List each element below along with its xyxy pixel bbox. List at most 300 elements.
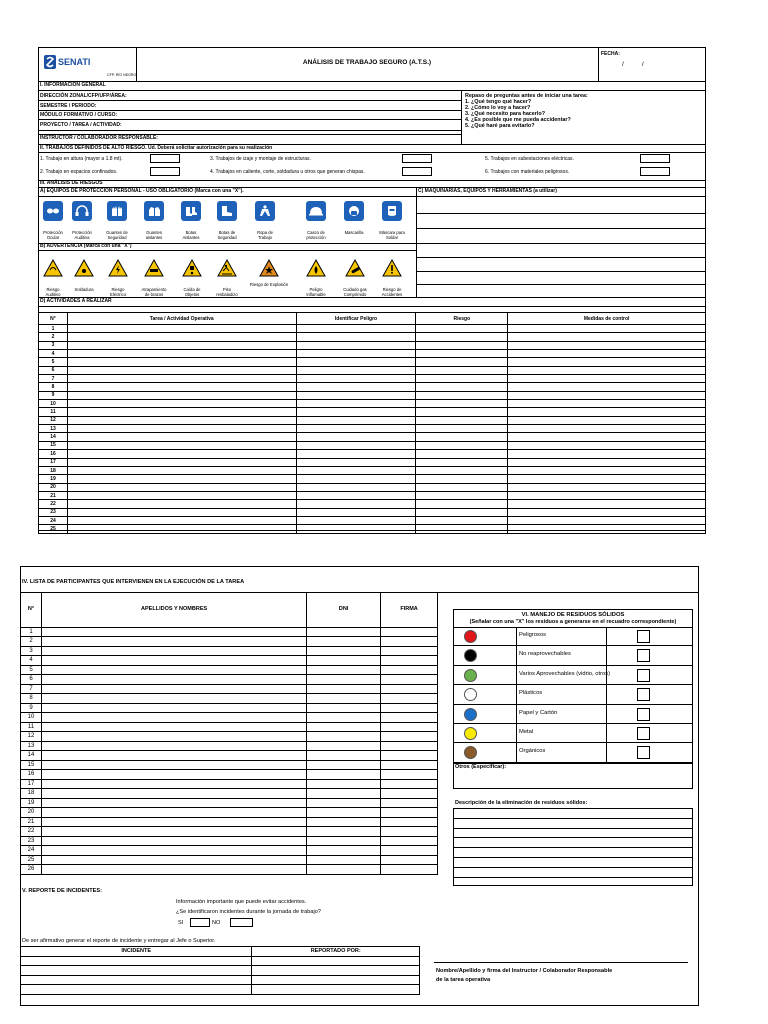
signature-label-2: de la tarea operativa	[436, 977, 491, 983]
activity-hazard-cell[interactable]	[296, 366, 416, 374]
epp-botas-seguridad[interactable]: Botas de Seguridad	[214, 201, 240, 240]
electric-warning-icon	[108, 259, 128, 277]
participant-name-cell[interactable]	[41, 836, 306, 846]
activity-risk-cell[interactable]	[416, 458, 508, 466]
incidents-no-checkbox[interactable]	[230, 918, 253, 927]
activity-task-cell[interactable]	[67, 491, 296, 499]
activity-hazard-cell[interactable]	[296, 525, 416, 533]
epp-mascarilla[interactable]: Mascarilla	[341, 201, 367, 236]
senati-emblem-icon	[44, 55, 56, 69]
participant-dni-cell[interactable]	[307, 836, 381, 846]
activity-risk-cell[interactable]	[416, 525, 508, 533]
warn-riesgo-electrico[interactable]: Riesgo Eléctrico	[105, 259, 131, 297]
waste-item-checkbox[interactable]	[637, 708, 650, 721]
participant-name-cell[interactable]	[41, 751, 306, 761]
activity-row	[39, 325, 706, 333]
activity-task-cell[interactable]	[67, 525, 296, 533]
activity-task-cell[interactable]	[67, 441, 296, 449]
participant-signature-cell[interactable]	[381, 798, 438, 808]
incidents-yes-checkbox[interactable]	[190, 918, 210, 927]
incident-cell[interactable]	[21, 966, 252, 976]
participant-dni-cell[interactable]	[307, 760, 381, 770]
waste-item	[453, 627, 693, 646]
activity-hazard-cell[interactable]	[296, 491, 416, 499]
activity-task-cell[interactable]	[67, 466, 296, 474]
activity-hazard-cell[interactable]	[296, 516, 416, 524]
waste-item	[453, 743, 693, 762]
participant-dni-cell[interactable]	[307, 808, 381, 818]
waste-item	[453, 705, 693, 724]
form-title: ANÁLISIS DE TRABAJO SEGURO (A.T.S.)	[302, 59, 432, 66]
participant-row-number: 4	[21, 656, 42, 666]
activity-risk-cell[interactable]	[416, 416, 508, 424]
activity-control-cell[interactable]	[508, 366, 706, 374]
participant-dni-cell[interactable]	[307, 741, 381, 751]
activity-task-cell[interactable]	[67, 383, 296, 391]
participant-name-cell[interactable]	[41, 665, 306, 675]
activity-risk-cell[interactable]	[416, 341, 508, 349]
activity-row	[39, 391, 706, 399]
participant-signature-cell[interactable]	[381, 760, 438, 770]
warn-riesgo-accidentes[interactable]: Riesgo de Accidentes	[379, 259, 405, 297]
activity-task-cell[interactable]	[67, 475, 296, 483]
activity-risk-cell[interactable]	[416, 400, 508, 408]
activity-hazard-cell[interactable]	[296, 416, 416, 424]
question-3: 3. ¿Qué necesito para hacerlo?	[465, 111, 545, 118]
incident-cell[interactable]	[21, 956, 252, 966]
participant-signature-cell[interactable]	[381, 637, 438, 647]
waste-item-checkbox[interactable]	[637, 630, 650, 643]
reported-cell[interactable]	[252, 956, 420, 966]
participant-dni-cell[interactable]	[307, 627, 381, 637]
warn-caida-objetos[interactable]: Caída de Objetos	[179, 259, 205, 297]
high-risk-1-checkbox[interactable]	[150, 154, 180, 163]
participant-row	[21, 770, 438, 780]
activity-risk-cell[interactable]	[416, 475, 508, 483]
activity-control-cell[interactable]	[508, 525, 706, 533]
activity-task-cell[interactable]	[67, 341, 296, 349]
activity-control-cell[interactable]	[508, 483, 706, 491]
field-direccion[interactable]: DIRECCIÓN ZONAL/CFP/UFP/ÁREA:	[40, 93, 127, 99]
participant-row-number: 13	[21, 741, 42, 751]
activity-row	[39, 466, 706, 474]
field-semestre[interactable]: SEMESTRE / PERIODO:	[40, 103, 97, 109]
activity-task-cell[interactable]	[67, 516, 296, 524]
warn-riesgo-auditivo[interactable]: Riesgo Auditivo	[40, 259, 66, 297]
participant-signature-cell[interactable]	[381, 646, 438, 656]
participant-dni-cell[interactable]	[307, 675, 381, 685]
participant-name-cell[interactable]	[41, 732, 306, 742]
activity-hazard-cell[interactable]	[296, 375, 416, 383]
participant-dni-cell[interactable]	[307, 684, 381, 694]
activity-row	[39, 416, 706, 424]
activity-control-cell[interactable]	[508, 325, 706, 333]
activity-control-cell[interactable]	[508, 408, 706, 416]
high-risk-6: 6. Trabajos con materiales peligrosos.	[485, 169, 570, 175]
participant-signature-cell[interactable]	[381, 665, 438, 675]
activity-risk-cell[interactable]	[416, 425, 508, 433]
participant-name-cell[interactable]	[41, 789, 306, 799]
col-peligro: Identificar Peligro	[296, 313, 416, 325]
participant-signature-cell[interactable]	[381, 779, 438, 789]
activity-risk-cell[interactable]	[416, 325, 508, 333]
waste-item-checkbox[interactable]	[637, 669, 650, 682]
participant-row	[21, 789, 438, 799]
activity-hazard-cell[interactable]	[296, 350, 416, 358]
activity-task-cell[interactable]	[67, 483, 296, 491]
activity-hazard-cell[interactable]	[296, 483, 416, 491]
incidents-yes-label: SI	[178, 920, 184, 926]
participant-signature-cell[interactable]	[381, 713, 438, 723]
activity-control-cell[interactable]	[508, 383, 706, 391]
activity-task-cell[interactable]	[67, 458, 296, 466]
participant-signature-cell[interactable]	[381, 684, 438, 694]
activity-hazard-cell[interactable]	[296, 441, 416, 449]
activity-risk-cell[interactable]	[416, 441, 508, 449]
activity-task-cell[interactable]	[67, 416, 296, 424]
activity-control-cell[interactable]	[508, 491, 706, 499]
participant-row	[21, 694, 438, 704]
description-line	[453, 828, 693, 829]
activity-hazard-cell[interactable]	[296, 425, 416, 433]
participant-signature-cell[interactable]	[381, 836, 438, 846]
participant-dni-cell[interactable]	[307, 637, 381, 647]
activity-control-cell[interactable]	[508, 500, 706, 508]
participant-signature-cell[interactable]	[381, 675, 438, 685]
participant-signature-cell[interactable]	[381, 694, 438, 704]
participant-signature-cell[interactable]	[381, 817, 438, 827]
high-risk-3-checkbox[interactable]	[402, 154, 432, 163]
warn-explosion[interactable]: Riesgo de Explosión	[247, 259, 291, 288]
activity-task-cell[interactable]	[67, 391, 296, 399]
participant-row-number: 19	[21, 798, 42, 808]
activity-hazard-cell[interactable]	[296, 475, 416, 483]
activity-control-cell[interactable]	[508, 400, 706, 408]
field-instructor[interactable]: INSTRUCTOR / COLABORADOR RESPONSABLE:	[40, 135, 158, 141]
activity-control-cell[interactable]	[508, 375, 706, 383]
participant-name-cell[interactable]	[41, 760, 306, 770]
activity-control-cell[interactable]	[508, 433, 706, 441]
incident-cell[interactable]	[21, 985, 252, 995]
logo-text: SENATI	[58, 57, 91, 67]
participant-name-cell[interactable]	[41, 808, 306, 818]
field-proyecto[interactable]: PROYECTO / TAREA / ACTIVIDAD:	[40, 122, 122, 128]
activity-control-cell[interactable]	[508, 425, 706, 433]
activity-task-cell[interactable]	[67, 400, 296, 408]
description-line	[453, 837, 693, 838]
activity-control-cell[interactable]	[508, 341, 706, 349]
activity-task-cell[interactable]	[67, 508, 296, 516]
activity-task-cell[interactable]	[67, 333, 296, 341]
activity-control-cell[interactable]	[508, 466, 706, 474]
activity-risk-cell[interactable]	[416, 433, 508, 441]
participant-signature-cell[interactable]	[381, 751, 438, 761]
participant-signature-cell[interactable]	[381, 865, 438, 875]
welding-mask-icon	[382, 201, 402, 221]
participant-dni-cell[interactable]	[307, 732, 381, 742]
activity-hazard-cell[interactable]	[296, 500, 416, 508]
waste-item-checkbox[interactable]	[637, 688, 650, 701]
activity-hazard-cell[interactable]	[296, 325, 416, 333]
participant-row	[21, 713, 438, 723]
activity-control-cell[interactable]	[508, 458, 706, 466]
activity-hazard-cell[interactable]	[296, 466, 416, 474]
reported-cell[interactable]	[252, 985, 420, 995]
participant-dni-cell[interactable]	[307, 817, 381, 827]
activity-hazard-cell[interactable]	[296, 341, 416, 349]
col-part-num: N°	[21, 592, 42, 627]
participant-dni-cell[interactable]	[307, 656, 381, 666]
participant-row	[21, 741, 438, 751]
participant-row-number: 17	[21, 779, 42, 789]
participant-signature-cell[interactable]	[381, 741, 438, 751]
participant-row	[21, 798, 438, 808]
waste-item	[453, 724, 693, 743]
activity-risk-cell[interactable]	[416, 450, 508, 458]
epp-heading: A) EQUIPOS DE PROTECCIÓN PERSONAL - USO OBLIGATORIO (Marca con una "X").	[40, 188, 244, 194]
activity-risk-cell[interactable]	[416, 350, 508, 358]
activity-control-cell[interactable]	[508, 441, 706, 449]
date-value[interactable]: / /	[622, 61, 644, 68]
participant-row	[21, 665, 438, 675]
waste-item-checkbox[interactable]	[637, 727, 650, 740]
activity-control-cell[interactable]	[508, 358, 706, 366]
waste-color-dot-icon	[464, 688, 477, 701]
activity-row	[39, 441, 706, 449]
activity-row-number: 19	[39, 475, 68, 483]
activity-control-cell[interactable]	[508, 333, 706, 341]
activity-row	[39, 433, 706, 441]
activity-row-number: 16	[39, 450, 68, 458]
warn-atrapamiento[interactable]: Atrapamiento de brazos	[139, 259, 169, 297]
waste-item-checkbox[interactable]	[637, 746, 650, 759]
activity-control-cell[interactable]	[508, 475, 706, 483]
participant-dni-cell[interactable]	[307, 827, 381, 837]
col-incident: INCIDENTE	[21, 947, 252, 957]
insulating-gloves-icon	[144, 201, 164, 221]
participant-name-cell[interactable]	[41, 703, 306, 713]
activity-row-number: 9	[39, 391, 68, 399]
activity-risk-cell[interactable]	[416, 500, 508, 508]
activity-risk-cell[interactable]	[416, 383, 508, 391]
epp-ropa-trabajo[interactable]: Ropa de Trabajo	[250, 201, 280, 240]
participant-name-cell[interactable]	[41, 656, 306, 666]
activity-task-cell[interactable]	[67, 325, 296, 333]
activity-hazard-cell[interactable]	[296, 433, 416, 441]
activity-risk-cell[interactable]	[416, 491, 508, 499]
activity-control-cell[interactable]	[508, 516, 706, 524]
participant-row-number: 20	[21, 808, 42, 818]
activity-hazard-cell[interactable]	[296, 383, 416, 391]
participant-row-number: 23	[21, 836, 42, 846]
activity-risk-cell[interactable]	[416, 333, 508, 341]
participant-row	[21, 808, 438, 818]
signature-line[interactable]	[434, 962, 688, 963]
participant-row	[21, 865, 438, 875]
epp-casco[interactable]: Casco de protección	[303, 201, 329, 240]
activity-control-cell[interactable]	[508, 508, 706, 516]
participant-signature-cell[interactable]	[381, 846, 438, 856]
participant-dni-cell[interactable]	[307, 703, 381, 713]
activity-task-cell[interactable]	[67, 350, 296, 358]
participant-dni-cell[interactable]	[307, 855, 381, 865]
reported-cell[interactable]	[252, 975, 420, 985]
epp-mascara-soldar[interactable]: Máscara para Soldar	[379, 201, 405, 240]
warn-piso-resbaladizo[interactable]: Piso resbaladizo	[214, 259, 240, 297]
waste-item-label: Metal	[519, 729, 534, 735]
participant-name-cell[interactable]	[41, 646, 306, 656]
reported-cell[interactable]	[252, 966, 420, 976]
participant-row-number: 7	[21, 684, 42, 694]
epp-protection-ocular[interactable]: Protección Ocular	[40, 201, 66, 240]
activity-row-number: 25	[39, 525, 68, 533]
activity-task-cell[interactable]	[67, 500, 296, 508]
participant-signature-cell[interactable]	[381, 656, 438, 666]
participant-name-cell[interactable]	[41, 713, 306, 723]
participant-signature-cell[interactable]	[381, 789, 438, 799]
participant-signature-cell[interactable]	[381, 855, 438, 865]
activity-hazard-cell[interactable]	[296, 400, 416, 408]
incident-cell[interactable]	[21, 975, 252, 985]
explosion-warning-icon	[259, 259, 279, 277]
waste-item-checkbox[interactable]	[637, 649, 650, 662]
col-num: N°	[39, 313, 68, 325]
activity-risk-cell[interactable]	[416, 358, 508, 366]
activity-row-number: 6	[39, 366, 68, 374]
warn-gas-comprimido[interactable]: Cuidado gas Comprimido	[340, 259, 370, 297]
waste-color-dot-icon	[464, 649, 477, 662]
activity-risk-cell[interactable]	[416, 483, 508, 491]
activity-risk-cell[interactable]	[416, 516, 508, 524]
participant-name-cell[interactable]	[41, 817, 306, 827]
participant-name-cell[interactable]	[41, 684, 306, 694]
waste-others[interactable]: Otros (Especificar):	[455, 764, 507, 770]
participant-dni-cell[interactable]	[307, 779, 381, 789]
activity-row-number: 7	[39, 375, 68, 383]
participant-signature-cell[interactable]	[381, 808, 438, 818]
participant-name-cell[interactable]	[41, 722, 306, 732]
participant-name-cell[interactable]	[41, 855, 306, 865]
activity-risk-cell[interactable]	[416, 391, 508, 399]
participant-row	[21, 703, 438, 713]
participant-dni-cell[interactable]	[307, 865, 381, 875]
waste-color-dot-icon	[464, 669, 477, 682]
participant-dni-cell[interactable]	[307, 713, 381, 723]
participant-name-cell[interactable]	[41, 865, 306, 875]
high-risk-2-checkbox[interactable]	[150, 167, 180, 176]
activity-hazard-cell[interactable]	[296, 408, 416, 416]
activity-hazard-cell[interactable]	[296, 391, 416, 399]
participant-signature-cell[interactable]	[381, 827, 438, 837]
questions-title: Repaso de preguntas antes de iniciar una tarea:	[465, 93, 588, 99]
warn-soldadura[interactable]: Soldadura	[71, 259, 97, 293]
activity-control-cell[interactable]	[508, 416, 706, 424]
description-line	[453, 847, 693, 848]
participant-name-cell[interactable]	[41, 770, 306, 780]
high-risk-1: 1. Trabajo en altura (mayor a 1.8 mt).	[40, 156, 123, 162]
activity-row-number: 15	[39, 441, 68, 449]
participant-row-number: 5	[21, 665, 42, 675]
activity-risk-cell[interactable]	[416, 375, 508, 383]
participant-name-cell[interactable]	[41, 779, 306, 789]
participant-signature-cell[interactable]	[381, 703, 438, 713]
participant-row	[21, 760, 438, 770]
activity-task-cell[interactable]	[67, 425, 296, 433]
high-risk-6-checkbox[interactable]	[640, 167, 670, 176]
participant-name-cell[interactable]	[41, 798, 306, 808]
activity-risk-cell[interactable]	[416, 408, 508, 416]
activity-row	[39, 341, 706, 349]
participant-name-cell[interactable]	[41, 846, 306, 856]
activity-task-cell[interactable]	[67, 366, 296, 374]
activity-hazard-cell[interactable]	[296, 333, 416, 341]
participant-dni-cell[interactable]	[307, 789, 381, 799]
activity-task-cell[interactable]	[67, 358, 296, 366]
activity-task-cell[interactable]	[67, 433, 296, 441]
participant-name-cell[interactable]	[41, 627, 306, 637]
participant-row	[21, 855, 438, 865]
field-modulo[interactable]: MÓDULO FORMATIVO / CURSO:	[40, 112, 118, 118]
activity-risk-cell[interactable]	[416, 508, 508, 516]
activity-task-cell[interactable]	[67, 375, 296, 383]
participant-name-cell[interactable]	[41, 694, 306, 704]
epp-guantes-aislantes[interactable]: Guantes aislantes	[141, 201, 167, 240]
activity-row-number: 24	[39, 516, 68, 524]
activity-control-cell[interactable]	[508, 450, 706, 458]
activity-hazard-cell[interactable]	[296, 450, 416, 458]
col-medidas: Medidas de control	[508, 313, 706, 325]
participant-dni-cell[interactable]	[307, 751, 381, 761]
participant-row	[21, 846, 438, 856]
high-risk-5-checkbox[interactable]	[640, 154, 670, 163]
participant-dni-cell[interactable]	[307, 722, 381, 732]
high-risk-4-checkbox[interactable]	[402, 167, 432, 176]
incidents-question: ¿Se identificaron incidentes durante la jornada de trabajo?	[176, 909, 321, 915]
activity-control-cell[interactable]	[508, 391, 706, 399]
description-line	[453, 857, 693, 858]
activity-hazard-cell[interactable]	[296, 458, 416, 466]
activity-risk-cell[interactable]	[416, 466, 508, 474]
participant-name-cell[interactable]	[41, 637, 306, 647]
participant-dni-cell[interactable]	[307, 846, 381, 856]
activity-risk-cell[interactable]	[416, 366, 508, 374]
participant-signature-cell[interactable]	[381, 732, 438, 742]
participant-name-cell[interactable]	[41, 675, 306, 685]
participant-name-cell[interactable]	[41, 827, 306, 837]
activity-control-cell[interactable]	[508, 350, 706, 358]
participant-signature-cell[interactable]	[381, 770, 438, 780]
warn-inflamable[interactable]: Peligro Inflamable	[303, 259, 329, 297]
participant-dni-cell[interactable]	[307, 798, 381, 808]
participant-signature-cell[interactable]	[381, 722, 438, 732]
epp-guantes-seguridad[interactable]: Guantes de Seguridad	[104, 201, 130, 240]
participant-dni-cell[interactable]	[307, 665, 381, 675]
activity-task-cell[interactable]	[67, 408, 296, 416]
activity-task-cell[interactable]	[67, 450, 296, 458]
activity-hazard-cell[interactable]	[296, 358, 416, 366]
activity-row-number: 8	[39, 383, 68, 391]
epp-botas-aislantes[interactable]: Botas Aislantes	[178, 201, 204, 240]
activity-row-number: 5	[39, 358, 68, 366]
participant-dni-cell[interactable]	[307, 646, 381, 656]
participant-signature-cell[interactable]	[381, 627, 438, 637]
epp-protection-auditiva[interactable]: Protección Auditiva	[69, 201, 95, 240]
activity-hazard-cell[interactable]	[296, 508, 416, 516]
participant-dni-cell[interactable]	[307, 694, 381, 704]
participant-dni-cell[interactable]	[307, 770, 381, 780]
participant-name-cell[interactable]	[41, 741, 306, 751]
activity-row	[39, 525, 706, 533]
